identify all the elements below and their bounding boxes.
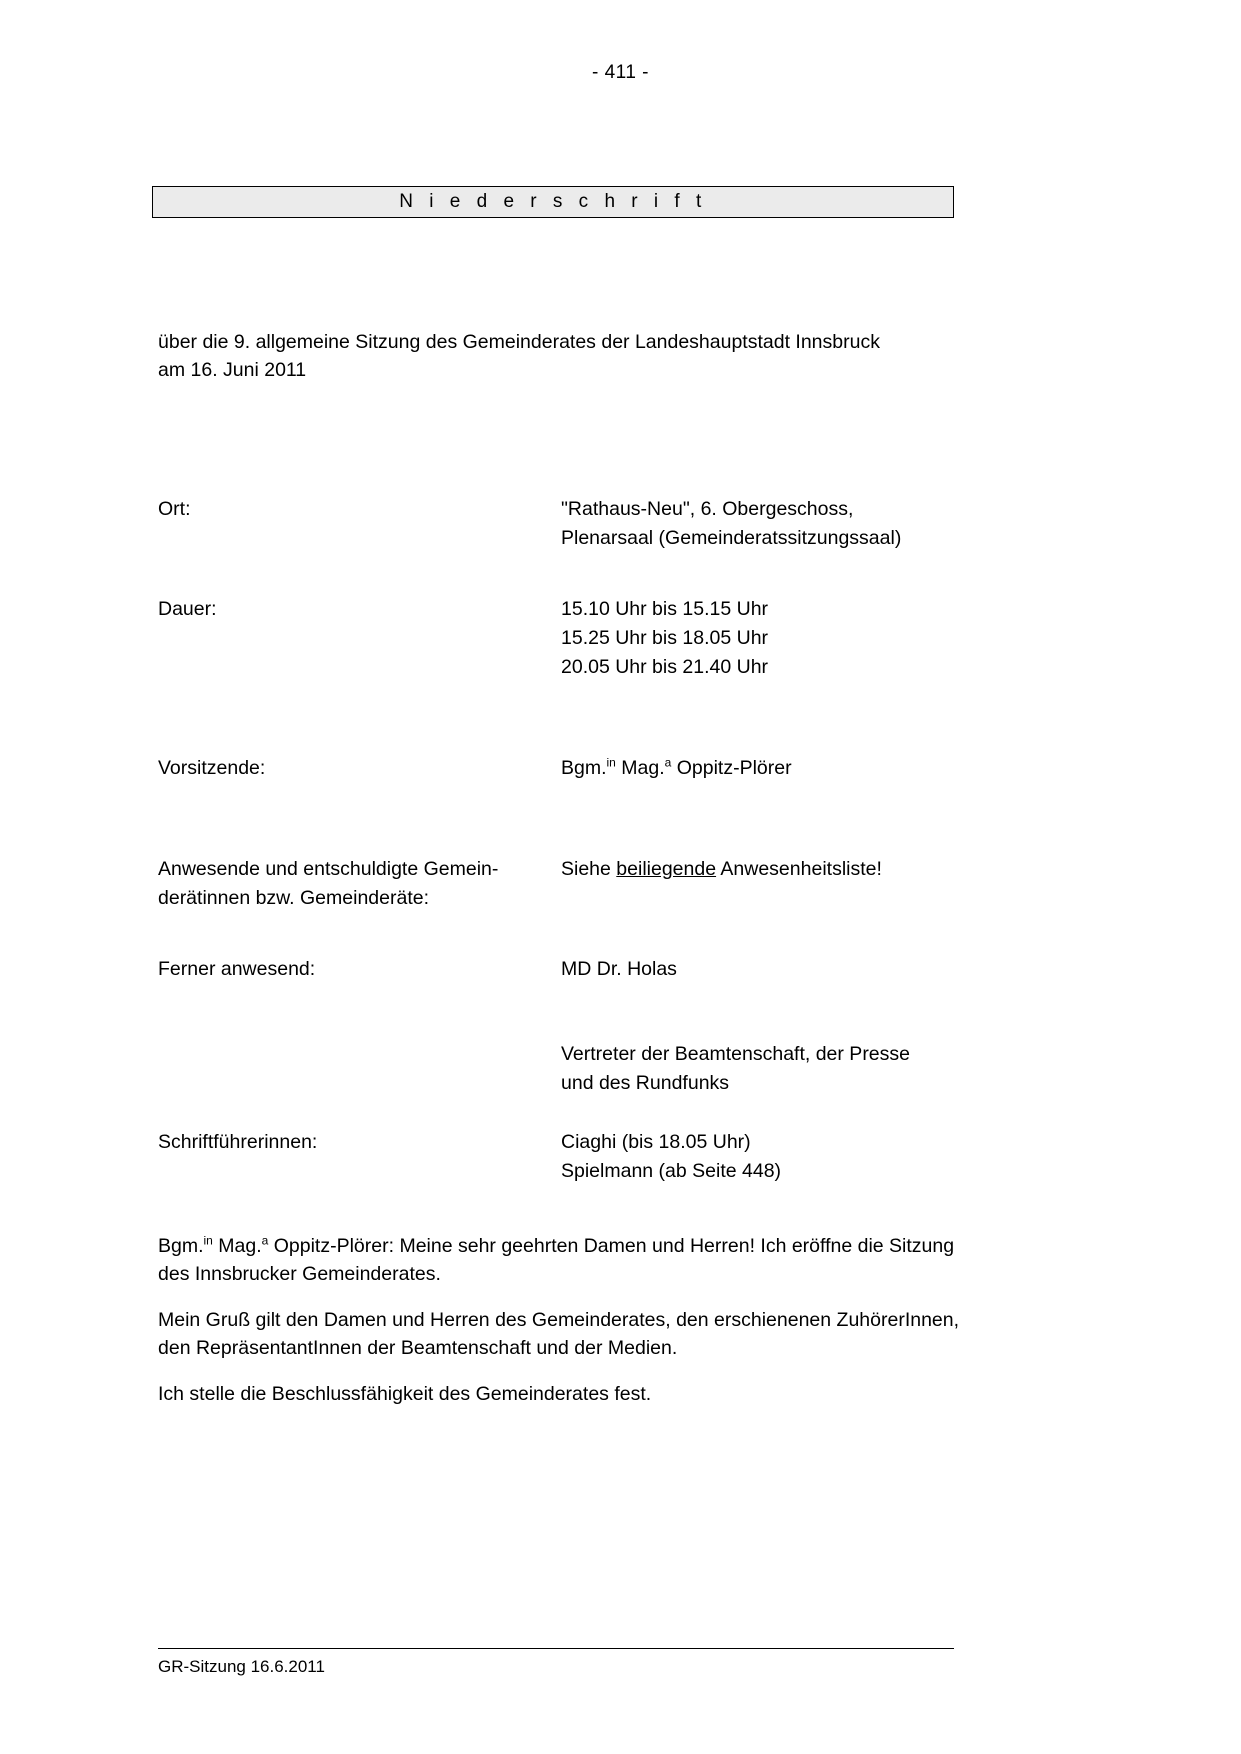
vorsitzende-sup-in: in <box>606 755 616 770</box>
meta-label-dauer: Dauer: <box>158 598 217 620</box>
meta-label-vorsitzende: Vorsitzende: <box>158 757 266 779</box>
spacer <box>158 1098 988 1128</box>
meta-value-vertreter <box>561 1040 988 1098</box>
meta-value-ort <box>561 495 988 553</box>
spacer <box>158 913 988 955</box>
page-number: - 411 - <box>591 62 649 83</box>
meta-row-dauer <box>158 595 988 682</box>
anwesende-label-line-2: derätinnen bzw. Gemeinderäte: <box>158 887 430 909</box>
meta-row-ort <box>158 495 988 553</box>
spacer <box>158 984 988 1040</box>
schriftfuehrerin-1: Ciaghi (bis 18.05 Uhr) <box>561 1131 751 1153</box>
meta-label-schriftfuehrerinnen: Schriftführerinnen: <box>158 1131 318 1153</box>
footer-label: GR-Sitzung 16.6.2011 <box>158 1657 325 1676</box>
body-paragraph-1 <box>158 1232 964 1288</box>
ort-line-2: Plenarsaal (Gemeinderatssitzungssaal) <box>561 527 902 549</box>
meta-label-ferner: Ferner anwesend: <box>158 958 316 980</box>
anwesende-value <box>561 855 988 884</box>
page-title: N i e d e r s c h r i f t <box>399 191 707 212</box>
intro-line-1: über die 9. allgemeine Sitzung des Gemeinderates der Landeshauptstadt Innsbruck <box>158 331 880 353</box>
ort-line-1: "Rathaus-Neu", 6. Obergeschoss, <box>561 498 854 520</box>
speaker-sup-in: in <box>203 1233 213 1248</box>
dauer-line-1: 15.10 Uhr bis 15.15 Uhr <box>561 598 769 620</box>
vorsitzende-suffix: Oppitz-Plörer <box>671 757 792 779</box>
spacer <box>158 783 988 855</box>
body-paragraph-3: Ich stelle die Beschlussfähigkeit des Gemeinderates fest. <box>158 1383 652 1405</box>
vertreter-line-2: und des Rundfunks <box>561 1072 730 1094</box>
meta-value-schriftfuehrerinnen <box>561 1128 988 1186</box>
anwesende-underlined: beiliegende <box>616 858 717 880</box>
intro-line-2: am 16. Juni 2011 <box>158 359 307 381</box>
document-title-box <box>152 186 954 218</box>
body-paragraph-2: Mein Gruß gilt den Damen und Herren des Gemeinderates, den erschienenen ZuhörerInnen, den RepräsentantInnen der Beamtenschaft und der Medien. <box>158 1309 960 1359</box>
dauer-line-2: 15.25 Uhr bis 18.05 Uhr <box>561 627 769 649</box>
meta-value-vorsitzende <box>561 754 988 783</box>
anwesende-pre: Siehe <box>561 858 617 880</box>
meta-row-vorsitzende <box>158 754 988 783</box>
meta-label-ort: Ort: <box>158 498 191 520</box>
speaker-statement: Oppitz-Plörer: Meine sehr geehrten Damen und Herren! Ich eröffne die Sitzung des Innsbrucker Gemeinderates. <box>158 1235 955 1285</box>
meta-table <box>158 495 988 1186</box>
vorsitzende-sup-a: a <box>664 755 672 770</box>
spacer <box>158 682 988 754</box>
anwesende-label-line-1: Anwesende und entschuldigte Gemein- <box>158 858 499 880</box>
intro-paragraph <box>158 328 958 384</box>
meta-value-anwesende <box>561 855 988 884</box>
speaker-prefix: Bgm. <box>158 1235 204 1257</box>
meta-row-schriftfuehrerinnen <box>158 1128 988 1186</box>
vertreter-line-1: Vertreter der Beamtenschaft, der Presse <box>561 1043 911 1065</box>
body-text <box>158 1232 964 1408</box>
speaker-sup-a: a <box>261 1233 269 1248</box>
schriftfuehrerin-2: Spielmann (ab Seite 448) <box>561 1160 782 1182</box>
meta-row-ferner <box>158 955 988 984</box>
speaker-mid: Mag. <box>212 1235 262 1257</box>
meta-row-anwesende <box>158 855 988 913</box>
meta-row-vertreter <box>158 1040 988 1098</box>
vorsitzende-mid: Mag. <box>615 757 665 779</box>
footer-divider <box>158 1648 954 1649</box>
meta-label-anwesende <box>158 855 561 913</box>
vorsitzende-prefix: Bgm. <box>561 757 607 779</box>
meta-value-ferner: MD Dr. Holas <box>561 958 677 980</box>
meta-value-dauer <box>561 595 988 682</box>
spacer <box>158 553 988 595</box>
vorsitzende-name <box>561 754 988 783</box>
anwesende-post: Anwesenheitsliste! <box>716 858 882 880</box>
dauer-line-3: 20.05 Uhr bis 21.40 Uhr <box>561 656 769 678</box>
